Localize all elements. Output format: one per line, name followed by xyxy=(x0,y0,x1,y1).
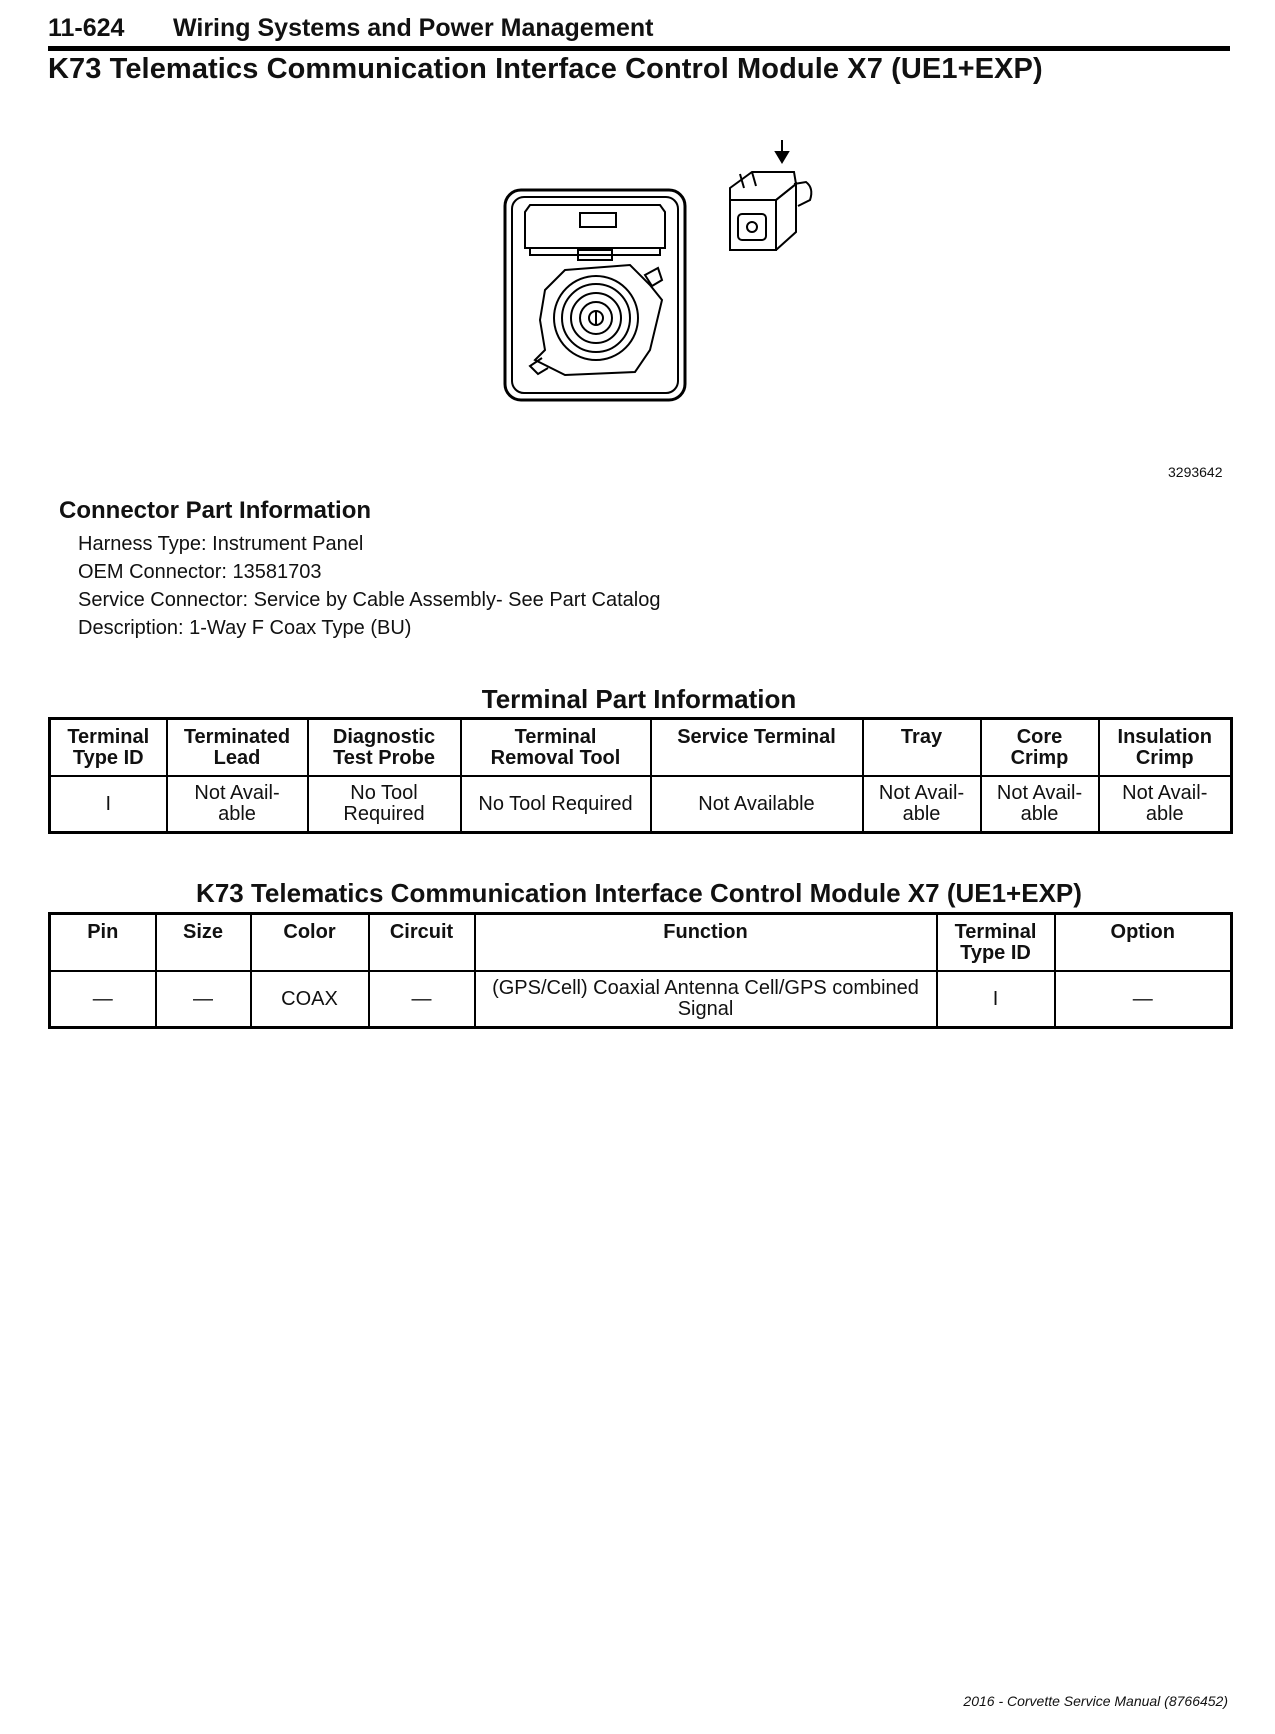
connector-face-drawing xyxy=(505,190,685,400)
terminal-table-title: Terminal Part Information xyxy=(481,684,797,714)
column-header: Color xyxy=(251,914,369,972)
table-cell: — xyxy=(50,971,156,1028)
column-header: Tray xyxy=(863,719,981,777)
terminal-part-table xyxy=(48,717,1233,834)
table-cell: No Tool Required xyxy=(461,776,651,833)
connector-info-list xyxy=(78,530,661,642)
column-header: Function xyxy=(475,914,937,972)
pin-table xyxy=(48,912,1233,1029)
page-footer: 2016 - Corvette Service Manual (8766452) xyxy=(963,1693,1228,1709)
connector-info-line: Service Connector: Service by Cable Assembly- See Part Catalog xyxy=(78,589,661,611)
table-cell: I xyxy=(937,971,1055,1028)
table-cell: — xyxy=(156,971,251,1028)
table-cell: Not Avail- able xyxy=(863,776,981,833)
column-header: Service Terminal xyxy=(651,719,863,777)
column-header: Option xyxy=(1055,914,1232,972)
table-cell: No Tool Required xyxy=(308,776,461,833)
figure-id: 3293642 xyxy=(1168,464,1223,480)
column-header: Size xyxy=(156,914,251,972)
connector-side-drawing xyxy=(730,140,811,250)
connector-info-line: Description: 1-Way F Coax Type (BU) xyxy=(78,617,412,639)
table-cell: Not Avail- able xyxy=(981,776,1099,833)
table-row xyxy=(50,971,1232,1028)
column-header: Terminal Type ID xyxy=(50,719,167,777)
connector-illustration xyxy=(490,140,910,420)
table-cell: — xyxy=(1055,971,1232,1028)
table-cell: Not Available xyxy=(651,776,863,833)
table-cell: COAX xyxy=(251,971,369,1028)
table-cell: — xyxy=(369,971,475,1028)
table-cell: Not Avail- able xyxy=(1099,776,1232,833)
table-cell: I xyxy=(50,776,167,833)
table-cell: (GPS/Cell) Coaxial Antenna Cell/GPS combined Signal xyxy=(475,971,937,1028)
page-number: 11-624 xyxy=(48,14,125,42)
document-title: K73 Telematics Communication Interface Control Module X7 (UE1+EXP) xyxy=(48,53,1043,85)
table-cell: Not Avail- able xyxy=(167,776,308,833)
column-header: Circuit xyxy=(369,914,475,972)
column-header: Terminal Removal Tool xyxy=(461,719,651,777)
column-header: Terminated Lead xyxy=(167,719,308,777)
column-header: Diagnostic Test Probe xyxy=(308,719,461,777)
chapter-title: Wiring Systems and Power Management xyxy=(173,14,654,42)
table-header-row xyxy=(50,914,1232,972)
connector-info-heading: Connector Part Information xyxy=(59,497,372,524)
connector-info-line: OEM Connector: 13581703 xyxy=(78,561,322,583)
column-header: Terminal Type ID xyxy=(937,914,1055,972)
column-header: Core Crimp xyxy=(981,719,1099,777)
pin-table-title: K73 Telematics Communication Interface Control Module X7 (UE1+EXP) xyxy=(196,878,1082,908)
column-header: Insulation Crimp xyxy=(1099,719,1232,777)
connector-info-line: Harness Type: Instrument Panel xyxy=(78,533,364,555)
table-header-row xyxy=(50,719,1232,777)
table-row xyxy=(50,776,1232,833)
column-header: Pin xyxy=(50,914,156,972)
page-header xyxy=(48,10,1230,51)
